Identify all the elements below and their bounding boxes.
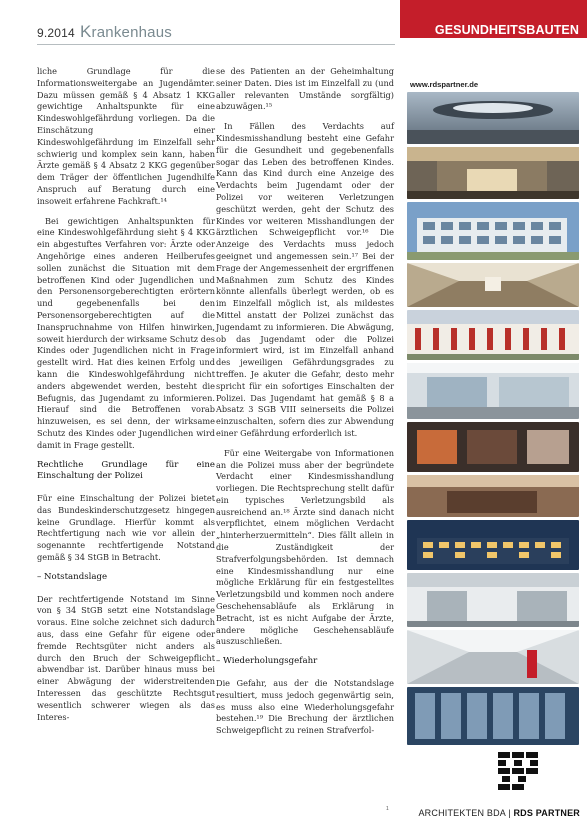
logo-text-bold: RDS PARTNER [513, 808, 580, 818]
subheading: – Wiederholungsgefahr [216, 656, 318, 667]
paragraph: Die Gefahr, aus der die Notstandslage resultiert, muss jedoch gegenwärtig sein, es muss also eine Wiederholungsgefahr bestehen.¹⁹ Die Brechung der ärztlichen Schweigepflicht zu reinen Strafverfol- [216, 678, 394, 736]
paragraph: Der rechtfertigende Notstand im Sinne von § 34 StGB setzt eine Notstandslage voraus. Eine solche zeichnet sich dadurch aus, dass eine Gefahr für eigene oder fremde Rechtsgüter nicht anders als durch den Bruch der Schweigepflicht abwendbar ist. Darüber hinaus muss bei einer Abwägung der widerstreitenden Interessen das geschützte Rechtsgut wesentlich schwerer wiegen als das Interes- [37, 593, 215, 722]
section-title: GESUNDHEITSBAUTEN [434, 23, 579, 37]
section-banner [400, 0, 587, 38]
photo-clinic-hall [407, 573, 579, 627]
photo-lobby [407, 363, 579, 419]
photo-night-building [407, 520, 579, 570]
photo-corridor-red [407, 630, 579, 684]
paragraph: In Fällen des Verdachts auf Kindesmisshandlung besteht eine Gefahr für die Gesundheit und gegebenenfalls sogar das Leben des betroffenen Kindes. Kann das Kind durch eine Anzeige des Verdachts beim Jugendamt oder der Polizei vor weiteren Verletzungen geschützt werden, geht der Schutz des Kindes vor weiteren Misshandlungen der ärztlichen Schweigepflicht vor.¹⁶ Die Anzeige des Verdachts muss jedoch geeignet und angemessen sein.¹⁷ Bei der Frage der Angemessenheit der ergriffenen Maßnahmen zum Schutz des Kindes könnte allenfalls überlegt werden, ob es im Einzelfall möglich ist, als mildestes Mittel anstatt der Polizei zunächst das Jugendamt zu informieren. Die Abwägung, ob das Jugendamt oder die Polizei informiert wird, ist im Einzelfall anhand des jeweiligen Gefährdungsgrades zu treffen. Je akuter die Gefahr, desto mehr spricht für ein sofortiges Einschalten der Polizei. Das Jugendamt hat gemäß § 8 a Absatz 3 SGB VIII seinerseits die Polizei einzuschalten, sofern dies zur Abwendung einer Gefährdung erforderlich ist. [216, 121, 394, 438]
issue-number: 9.2014 [37, 26, 75, 40]
rds-logo-icon [498, 752, 538, 792]
logo-text-light: ARCHITEKTEN BDA [418, 808, 506, 818]
photo-room-dark [407, 422, 579, 472]
text-column-left [37, 66, 215, 731]
text-column-right [216, 66, 394, 745]
photo-building-exterior [407, 202, 579, 260]
subheading: Rechtliche Grundlage für eine Einschaltung der Polizei [37, 459, 215, 482]
photo-glass-facade [407, 687, 579, 745]
advertiser-url[interactable]: www.rdspartner.de [410, 80, 479, 89]
photo-interior-warm [407, 475, 579, 517]
subheading: – Notstandslage [37, 571, 108, 582]
logo-wordmark: ARCHITEKTEN BDA | RDS PARTNER [418, 808, 580, 818]
magazine-name [80, 22, 172, 42]
photo-facade-red [407, 310, 579, 360]
paragraph: liche Grundlage für die Informationsweitergabe an Jugendämter. Dazu müssen gemäß § 4 Absatz 1 KKG gewichtige Anhaltspunkte für eine Kindeswohlgefährdung vorliegen. Da die Einschätzung einer Kindeswohlgefährdung im Einzelfall sehr schwierig und komplex sein kann, haben Ärzte gemäß § 4 Absatz 2 KKG gegenüber dem Träger der öffentlichen Jugendhilfe Anspruch auf Beratung durch eine insoweit erfahrene Fachkraft.¹⁴ [37, 66, 215, 206]
paragraph: se des Patienten an der Geheimhaltung seiner Daten. Dies ist im Einzelfall zu (und aller relevanten Umstände sorgfältig) abzuwägen.¹⁵ [216, 66, 394, 112]
paragraph: Bei gewichtigen Anhaltspunkten für eine Kindeswohlgefährdung sieht § 4 KKG ein abgestuftes Verfahren vor: Ärzte oder Angehörige eines anderen Heilberufes sollen zunächst die Situation mit dem betroffenen Kind oder Jugendlichen und den Personensorgeberechtigten erörtern und gegebenenfalls bei den Personensorgeberechtigten auf die Inanspruchnahme von Hilfen hinwirken, soweit hierdurch der wirksame Schutz des Kindes oder Jugendlichen nicht in Frage gestellt wird. Hat dies keinen Erfolg und kann die Kindeswohlgefährdung nicht anders abgewendet werden, besteht die Befugnis, das Jugendamt zu informieren. Hierauf sind die Betroffenen vorab hinzuweisen, es sei denn, der wirksame Schutz des Kindes oder Jugendlichen wird damit in Frage gestellt. [37, 215, 215, 450]
page-number: 1 [386, 806, 389, 812]
header-rule [37, 44, 395, 45]
magazine-initial: K [80, 22, 92, 41]
paragraph: Für eine Weitergabe von Informationen an die Polizei muss aber der begründete Verdacht einer Kindesmisshandlung vorliegen. Die Rechtsprechung stellt dafür ein typisches Verletzungsbild als ausreichend an.¹⁸ Ärzte sind danach nicht verpflichtet, einem möglichen Verdacht „hinterherzuermitteln“. Dies fällt allein in die Zuständigkeit der Strafverfolgungsbehörden. Ist demnach eine Kindesmisshandlung nur eine mögliche Erklärung für ein festgestelltes Verletzungsbild und kommen noch andere Geschehensabläufe als Erklärung in Betracht, ist es nicht Aufgabe der Ärzte, andere mögliche Geschehensabläufe auszuschließen. [216, 447, 394, 647]
photo-atrium [407, 147, 579, 199]
advertiser-logo [400, 752, 587, 824]
paragraph: Für eine Einschaltung der Polizei bietet das Bundeskinderschutzgesetz hingegen keine Grundlage. Hierfür kommt als Rechtfertigung nach wie vor allein der sogenannte rechtfertigende Notstand gemäß § 34 StGB in Betracht. [37, 493, 215, 563]
photo-corridor [407, 263, 579, 307]
magazine-name-rest: rankenhaus [91, 24, 172, 41]
photo-dome-interior [407, 92, 579, 144]
